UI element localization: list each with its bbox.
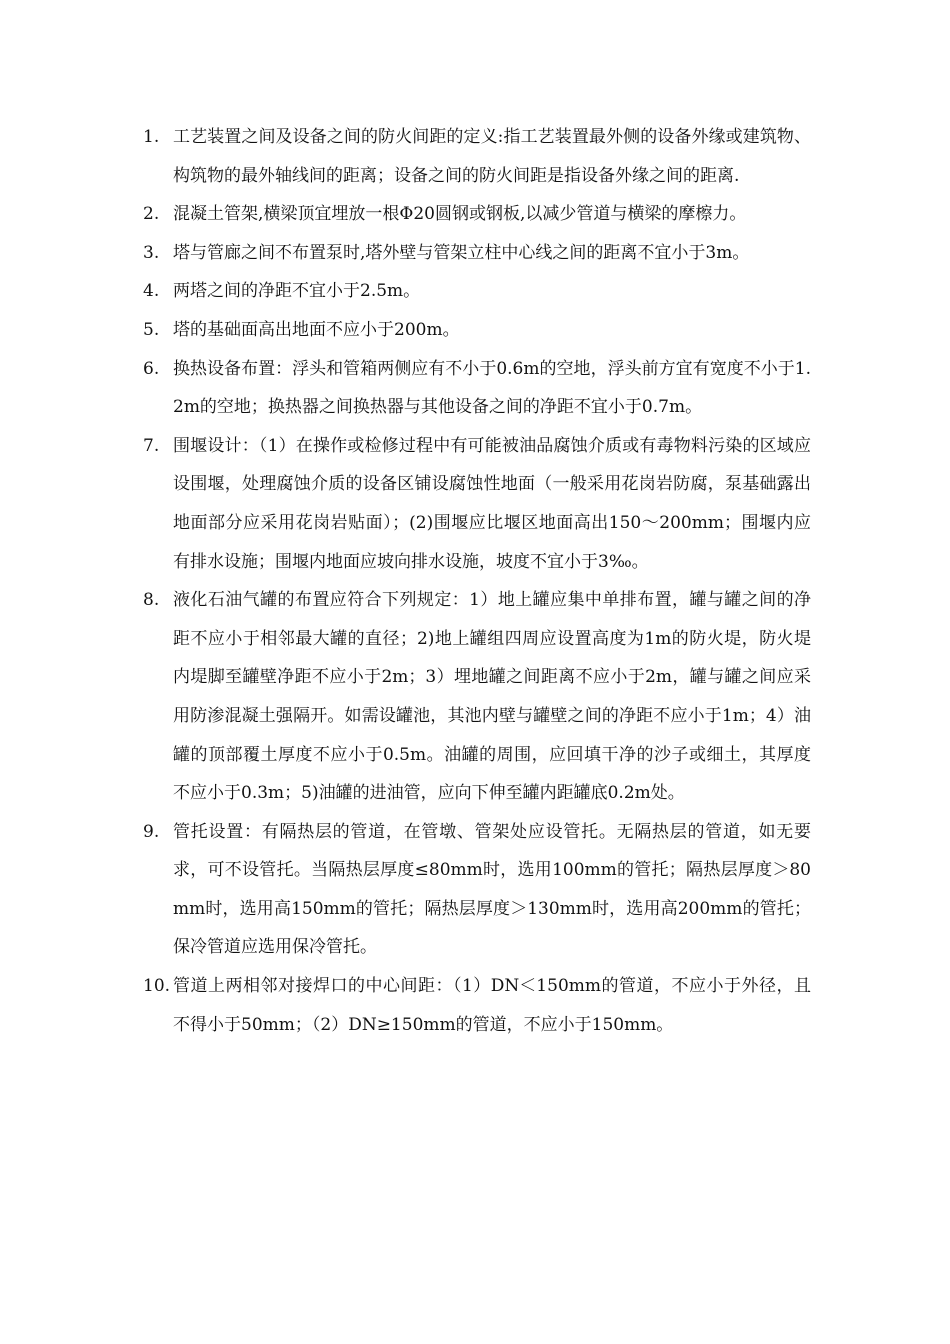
item-text: 塔与管廊之间不布置泵时,塔外壁与管架立柱中心线之间的距离不宜小于3m。 bbox=[173, 242, 750, 263]
list-item-5 bbox=[143, 311, 811, 350]
list-item-3 bbox=[143, 234, 811, 273]
item-text: 围堰设计：（1）在操作或检修过程中有可能被油品腐蚀介质或有毒物料污染的区域应设围堰，处理腐蚀介质的设备区铺设腐蚀性地面（一般采用花岗岩防腐，泵基础露出地面部分应采用花岗岩贴面）；(2)围堰应比堰区地面高出150～200mm；围堰内应有排水设施；围堰内地面应坡向排水设施，坡度不宜小于3‰。 bbox=[173, 435, 811, 572]
list-item-10 bbox=[143, 967, 811, 1044]
list-item-7 bbox=[143, 427, 811, 581]
item-number: 4. bbox=[143, 281, 160, 302]
list-item-8 bbox=[143, 581, 811, 813]
item-number: 8. bbox=[143, 590, 160, 611]
item-number: 9. bbox=[143, 821, 160, 842]
list-item-1 bbox=[143, 118, 811, 195]
item-text: 塔的基础面高出地面不应小于200m。 bbox=[173, 319, 460, 340]
item-text: 工艺装置之间及设备之间的防火间距的定义:指工艺装置最外侧的设备外缘或建筑物、构筑物的最外轴线间的距离；设备之间的防火间距是指设备外缘之间的距离. bbox=[173, 127, 811, 186]
list-item-4 bbox=[143, 272, 811, 311]
list-item-9 bbox=[143, 813, 811, 967]
item-number: 7. bbox=[143, 435, 160, 456]
item-number: 5. bbox=[143, 319, 160, 340]
item-number: 2. bbox=[143, 204, 160, 225]
item-text: 换热设备布置：浮头和管箱两侧应有不小于0.6m的空地，浮头前方宜有宽度不小于1.2m的空地；换热器之间换热器与其他设备之间的净距不宜小于0.7m。 bbox=[173, 358, 811, 418]
design-rules-list bbox=[143, 118, 811, 1044]
item-text: 两塔之间的净距不宜小于2.5m。 bbox=[173, 281, 421, 302]
item-number: 3. bbox=[143, 242, 160, 263]
item-text: 混凝土管架,横梁顶宜埋放一根Φ20圆钢或钢板,以减少管道与横梁的摩檫力。 bbox=[173, 204, 747, 225]
item-text: 液化石油气罐的布置应符合下列规定：1）地上罐应集中单排布置，罐与罐之间的净距不应小于相邻最大罐的直径；2)地上罐组四周应设置高度为1m的防火堤，防火堤内堤脚至罐壁净距不应小于2m；3）埋地罐之间距离不应小于2m，罐与罐之间应采用防渗混凝土强隔开。如需设罐池，其池内壁与罐壁之间的净距不应小于1m；4）油罐的顶部覆土厚度不应小于0.5m。油罐的周围，应回填干净的沙子或细土，其厚度不应小于0.3m；5)油罐的进油管，应向下伸至罐内距罐底0.2m处。 bbox=[173, 590, 811, 804]
list-item-2 bbox=[143, 195, 811, 234]
item-number: 6. bbox=[143, 358, 160, 379]
item-number: 1. bbox=[143, 127, 160, 147]
item-number: 10. bbox=[143, 976, 171, 997]
list-item-6 bbox=[143, 350, 811, 427]
item-text: 管道上两相邻对接焊口的中心间距：（1）DN＜150mm的管道，不应小于外径，且不得小于50mm；（2）DN≥150mm的管道，不应小于150mm。 bbox=[173, 976, 811, 1035]
item-text: 管托设置：有隔热层的管道，在管墩、管架处应设管托。无隔热层的管道，如无要求，可不设管托。当隔热层厚度≤80mm时，选用100mm的管托；隔热层厚度＞80mm时，选用高150mm的管托；隔热层厚度＞130mm时，选用高200mm的管托；保冷管道应选用保冷管托。 bbox=[173, 821, 811, 958]
